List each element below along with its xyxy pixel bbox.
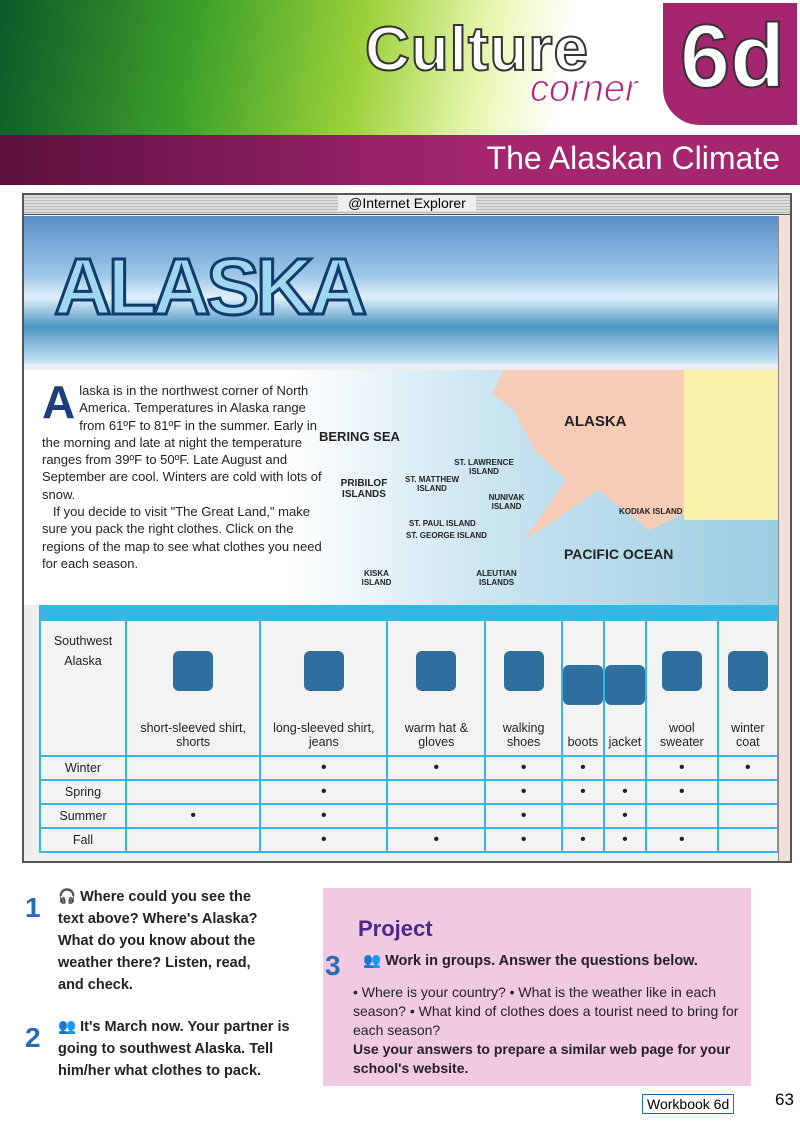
season-label: Summer (40, 804, 126, 828)
question-2-number: 2 (25, 1022, 41, 1053)
table-cell (485, 756, 562, 780)
table-cell (126, 756, 260, 780)
check-dot: • (321, 807, 327, 824)
clothing-icon (605, 665, 645, 705)
map-label-pacific-ocean: PACIFIC OCEAN (564, 546, 674, 562)
check-dot: • (678, 783, 685, 800)
table-cell (126, 804, 260, 828)
season-label: Spring (40, 780, 126, 804)
table-cell (387, 804, 485, 828)
table-cell (604, 804, 646, 828)
check-dot: • (678, 759, 685, 776)
map-label-nunivak[interactable]: NUNIVAK ISLAND (488, 493, 525, 511)
column-label: walking shoes (502, 721, 545, 749)
check-dot: • (520, 759, 527, 776)
check-dot: • (321, 783, 327, 800)
question-2-text: It's March now. Your partner is going to southwest Alaska. Tell him/her what clothes to pack. (58, 1019, 290, 1079)
headphones-icon: 🎧 (58, 889, 81, 905)
check-dot: • (622, 783, 628, 800)
check-dot: • (321, 759, 327, 776)
column-header (387, 620, 485, 756)
map-canada-region (684, 370, 780, 520)
scrollbar[interactable] (778, 216, 790, 861)
table-cell (718, 756, 778, 780)
project-task: Use your answers to prepare a similar web page for your school's website. (353, 1041, 731, 1076)
table-cell (387, 828, 485, 852)
browser-window (22, 193, 792, 863)
intro-paragraph-1: laska is in the northwest corner of North America. Temperatures in Alaska range from 61ºF to 81ºF in the summer. Early in the morning and late at night the temperature ranges from 39ºF to 50ºF. Late August and September are cool. Winters are cold with lots of snow. (42, 383, 322, 502)
project-number: 3 (325, 950, 341, 981)
clothing-icon (304, 651, 344, 691)
column-header (260, 620, 387, 756)
column-header (718, 620, 778, 756)
content-area (24, 370, 780, 605)
table-cell (126, 780, 260, 804)
project-questions (353, 983, 743, 1078)
table-cell (387, 780, 485, 804)
table-row (40, 780, 778, 804)
table-cell (260, 804, 387, 828)
map-label-kodiak[interactable]: KODIAK ISLAND (619, 507, 683, 516)
table-cell (718, 804, 778, 828)
browser-titlebar (24, 195, 790, 215)
column-header (126, 620, 260, 756)
column-label: long-sleeved shirt, jeans (273, 721, 375, 749)
project-instruction-text: Work in groups. Answer the questions below. (385, 953, 698, 969)
table-row (40, 828, 778, 852)
map-label-st-george[interactable]: ST. GEORGE ISLAND (406, 531, 487, 540)
check-dot: • (622, 807, 628, 824)
intro-text (42, 376, 322, 572)
unit-number: 6d (680, 7, 786, 107)
pair-work-icon: 👥 (58, 1019, 81, 1035)
intro-paragraph-2: If you decide to visit "The Great Land," make sure you pack the right clothes. Click on the regions of the map to see what clothes you need for each season. (42, 504, 322, 571)
table-cell (485, 804, 562, 828)
clothing-table (39, 619, 779, 853)
question-1 (58, 886, 278, 996)
check-dot: • (433, 831, 440, 848)
map-label-aleutian[interactable]: ALEUTIAN ISLANDS (476, 569, 517, 587)
column-label: short-sleeved shirt, shorts (140, 721, 246, 749)
check-dot: • (190, 807, 196, 824)
check-dot: • (678, 831, 685, 848)
table-cell (646, 828, 718, 852)
clothing-table-wrap (39, 605, 779, 853)
column-header (604, 620, 646, 756)
check-dot: • (580, 759, 586, 776)
map-label-kiska[interactable]: KISKA ISLAND (361, 569, 392, 587)
question-1-text: Where could you see the text above? Where's Alaska? What do you know about the weather there? Listen, read, and check. (58, 889, 258, 993)
check-dot: • (580, 783, 586, 800)
check-dot: • (580, 831, 586, 848)
column-header (646, 620, 718, 756)
section-subtitle-corner: corner (530, 68, 638, 110)
question-1-number: 1 (25, 892, 41, 923)
table-cell (260, 780, 387, 804)
table-cell (485, 828, 562, 852)
check-dot: • (520, 831, 527, 848)
check-dot: • (745, 759, 751, 776)
table-cell (562, 828, 604, 852)
column-label: jacket (608, 735, 642, 749)
table-row (40, 756, 778, 780)
alaska-banner (24, 216, 790, 364)
group-work-icon: 👥 (363, 953, 386, 969)
table-cell (604, 828, 646, 852)
table-cell (562, 756, 604, 780)
clothing-icon (416, 651, 456, 691)
check-dot: • (433, 759, 440, 776)
column-label: winter coat (731, 721, 765, 749)
table-cell (562, 780, 604, 804)
table-header-row (40, 620, 778, 756)
season-label: Fall (40, 828, 126, 852)
workbook-reference: Workbook 6d (642, 1094, 734, 1114)
project-questions-text: • Where is your country? • What is the weather like in each season? • What kind of clothes does a tourist need to bring for each season? (353, 984, 739, 1038)
check-dot: • (520, 783, 527, 800)
project-title: Project (358, 916, 433, 941)
table-cell (562, 804, 604, 828)
column-label: warm hat & gloves (404, 721, 468, 749)
browser-title: @Internet Explorer (338, 195, 476, 211)
section-title: Culture (365, 15, 589, 84)
table-cell (485, 780, 562, 804)
column-label: boots (567, 735, 599, 749)
alaska-logo: ALASKA (54, 242, 364, 331)
table-cell (646, 804, 718, 828)
map-label-alaska[interactable]: ALASKA (564, 413, 627, 430)
table-cell (646, 780, 718, 804)
table-cell (646, 756, 718, 780)
table-cell (260, 756, 387, 780)
clothing-icon (728, 651, 768, 691)
table-cell (604, 780, 646, 804)
table-cell (718, 828, 778, 852)
table-cell (718, 780, 778, 804)
table-row (40, 804, 778, 828)
table-cell (604, 756, 646, 780)
check-dot: • (622, 831, 628, 848)
table-cell (387, 756, 485, 780)
drop-cap: A (42, 376, 76, 428)
table-corner-label: Southwest Alaska (40, 620, 126, 756)
page-title: The Alaskan Climate (486, 140, 780, 176)
clothing-icon (662, 651, 702, 691)
clothing-icon (563, 665, 603, 705)
question-2 (58, 1016, 298, 1082)
map-label-st-matthew[interactable]: ST. MATTHEW ISLAND (404, 475, 460, 493)
clothing-icon (504, 651, 544, 691)
map-label-st-lawrence[interactable]: ST. LAWRENCE ISLAND (454, 458, 514, 476)
check-dot: • (321, 831, 327, 848)
map-label-pribilof[interactable]: PRIBILOF ISLANDS (340, 478, 388, 500)
project-instruction (363, 950, 698, 972)
table-cell (126, 828, 260, 852)
table-cell (260, 828, 387, 852)
clothing-icon (173, 651, 213, 691)
map-label-st-paul[interactable]: ST. PAUL ISLAND (409, 519, 476, 528)
column-label: wool sweater (659, 721, 704, 749)
season-label: Winter (40, 756, 126, 780)
project-box (323, 888, 751, 1086)
check-dot: • (520, 807, 527, 824)
page-number: 63 (775, 1090, 794, 1109)
column-header (562, 620, 604, 756)
column-header (485, 620, 562, 756)
map-label-bering-sea: BERING SEA (319, 429, 400, 444)
